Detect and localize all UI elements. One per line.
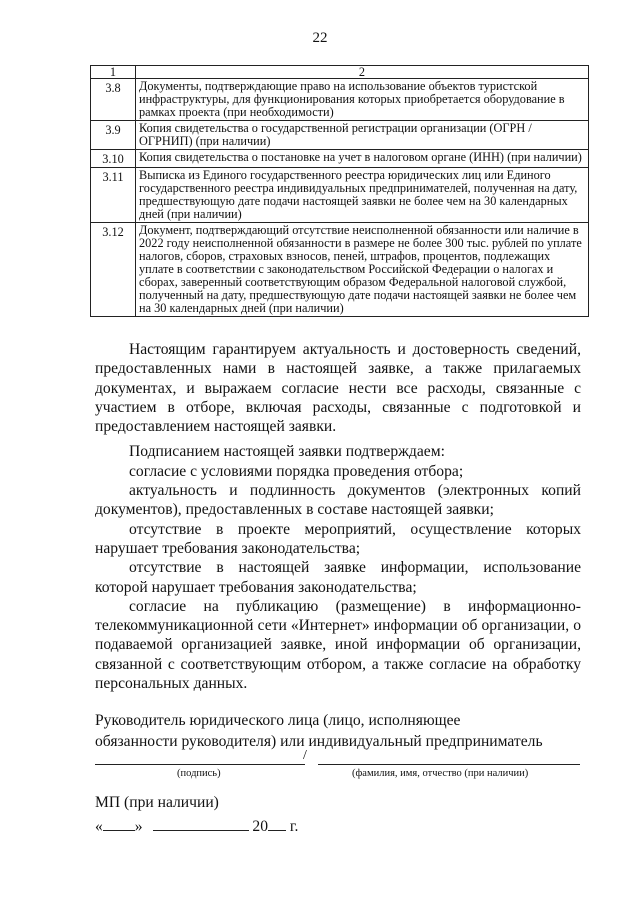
confirm-intro: Подписанием настоящей заявки подтверждаем: [129, 443, 445, 461]
confirm-item-4: отсутствие в настоящей заявке информации, использование которой нарушает требования законодательства; [95, 559, 581, 596]
confirm-item-1: согласие с условиями порядка проведения отбора; [129, 462, 464, 480]
date-day-blank [103, 818, 135, 831]
signature-line [95, 764, 305, 765]
confirm-item-3: отсутствие в проекте мероприятий, осуществление которых нарушает требования законодательства; [95, 520, 581, 557]
table-row [91, 121, 589, 150]
date-open-quote: « [95, 818, 103, 835]
table-header-col1: 1 [91, 66, 136, 79]
documents-table [90, 65, 589, 317]
signature-separator: / [303, 748, 307, 763]
row-text: Документы, подтверждающие право на использование объектов туристской инфраструктуры, для функционирования которых приобретается оборудование в рамках проекта (при необходимости) [136, 79, 589, 121]
date-year-suffix: г. [289, 818, 299, 835]
row-number: 3.8 [91, 79, 136, 121]
signatory-title-line1: Руководитель юридического лица (лицо, исполняющее [95, 712, 461, 729]
date-year-blank [268, 818, 286, 831]
row-text: Копия свидетельства о государственной регистрации организации (ОГРН / ОГРНИП) (при наличии) [136, 121, 589, 150]
table-row [91, 223, 589, 317]
signatory-title [95, 710, 581, 752]
signature-caption: (подпись) [177, 768, 221, 779]
signatory-title-line2: обязанности руководителя) или индивидуальный предприниматель [95, 733, 543, 750]
name-caption: (фамилия, имя, отчество (при наличии) [352, 768, 529, 779]
name-line [318, 764, 580, 765]
row-number: 3.11 [91, 168, 136, 223]
table-row [91, 168, 589, 223]
confirm-item-5: согласие на публикацию (размещение) в информационно-телекоммуникационной сети «Интернет» информации об организации, о подаваемой организацией заявке, иной информации об организации, связанной с соответствующим отбором, а также согласие на обработку персональных данных. [95, 597, 581, 693]
confirm-item-2: актуальность и подлинность документов (электронных копий документов), предоставленных в составе настоящей заявки; [95, 482, 581, 519]
guarantee-paragraph: Настоящим гарантируем актуальность и достоверность сведений, предоставленных нами в настоящей заявке, а также прилагаемых документах, и выражаем согласие нести все расходы, связанные с участием в отборе, включая расходы, связанные с подготовкой и предоставлением настоящей заявки. [95, 341, 581, 436]
row-number: 3.9 [91, 121, 136, 150]
date-month-blank [153, 818, 249, 831]
table-header-row [91, 66, 589, 79]
date-year-prefix: 20 [252, 818, 268, 835]
table-row [91, 150, 589, 168]
declaration-body [95, 340, 581, 693]
table-header-col2: 2 [136, 66, 589, 79]
row-text: Выписка из Единого государственного реестра юридических лиц или Единого государственного реестра индивидуальных предпринимателей, полученная на дату, предшествующую дате подачи настоящей заявки не более чем на 30 календарных дней (при наличии) [136, 168, 589, 223]
stamp-placeholder: МП (при наличии) [95, 794, 219, 811]
date-close-quote: » [134, 818, 143, 835]
row-text: Документ, подтверждающий отсутствие неисполненной обязанности или наличие в 2022 году неисполненной обязанности в размере не более 300 тыс. рублей по уплате налогов, сборов, страховых взносов, пеней, штрафов, процентов, подлежащих уплате в соответствии с законодательством Российской Федерации о налогах и сборах, заверенный соответствующим образом Федеральной налоговой службой, полученный на дату, предшествующую дате подачи настоящей заявки не более чем на 30 календарных дней (при наличии) [136, 223, 589, 317]
page-number: 22 [312, 30, 328, 46]
row-number: 3.10 [91, 150, 136, 168]
row-text: Копия свидетельства о постановке на учет в налоговом органе (ИНН) (при наличии) [136, 150, 589, 168]
table-row [91, 79, 589, 121]
date-line [95, 818, 298, 836]
row-number: 3.12 [91, 223, 136, 317]
